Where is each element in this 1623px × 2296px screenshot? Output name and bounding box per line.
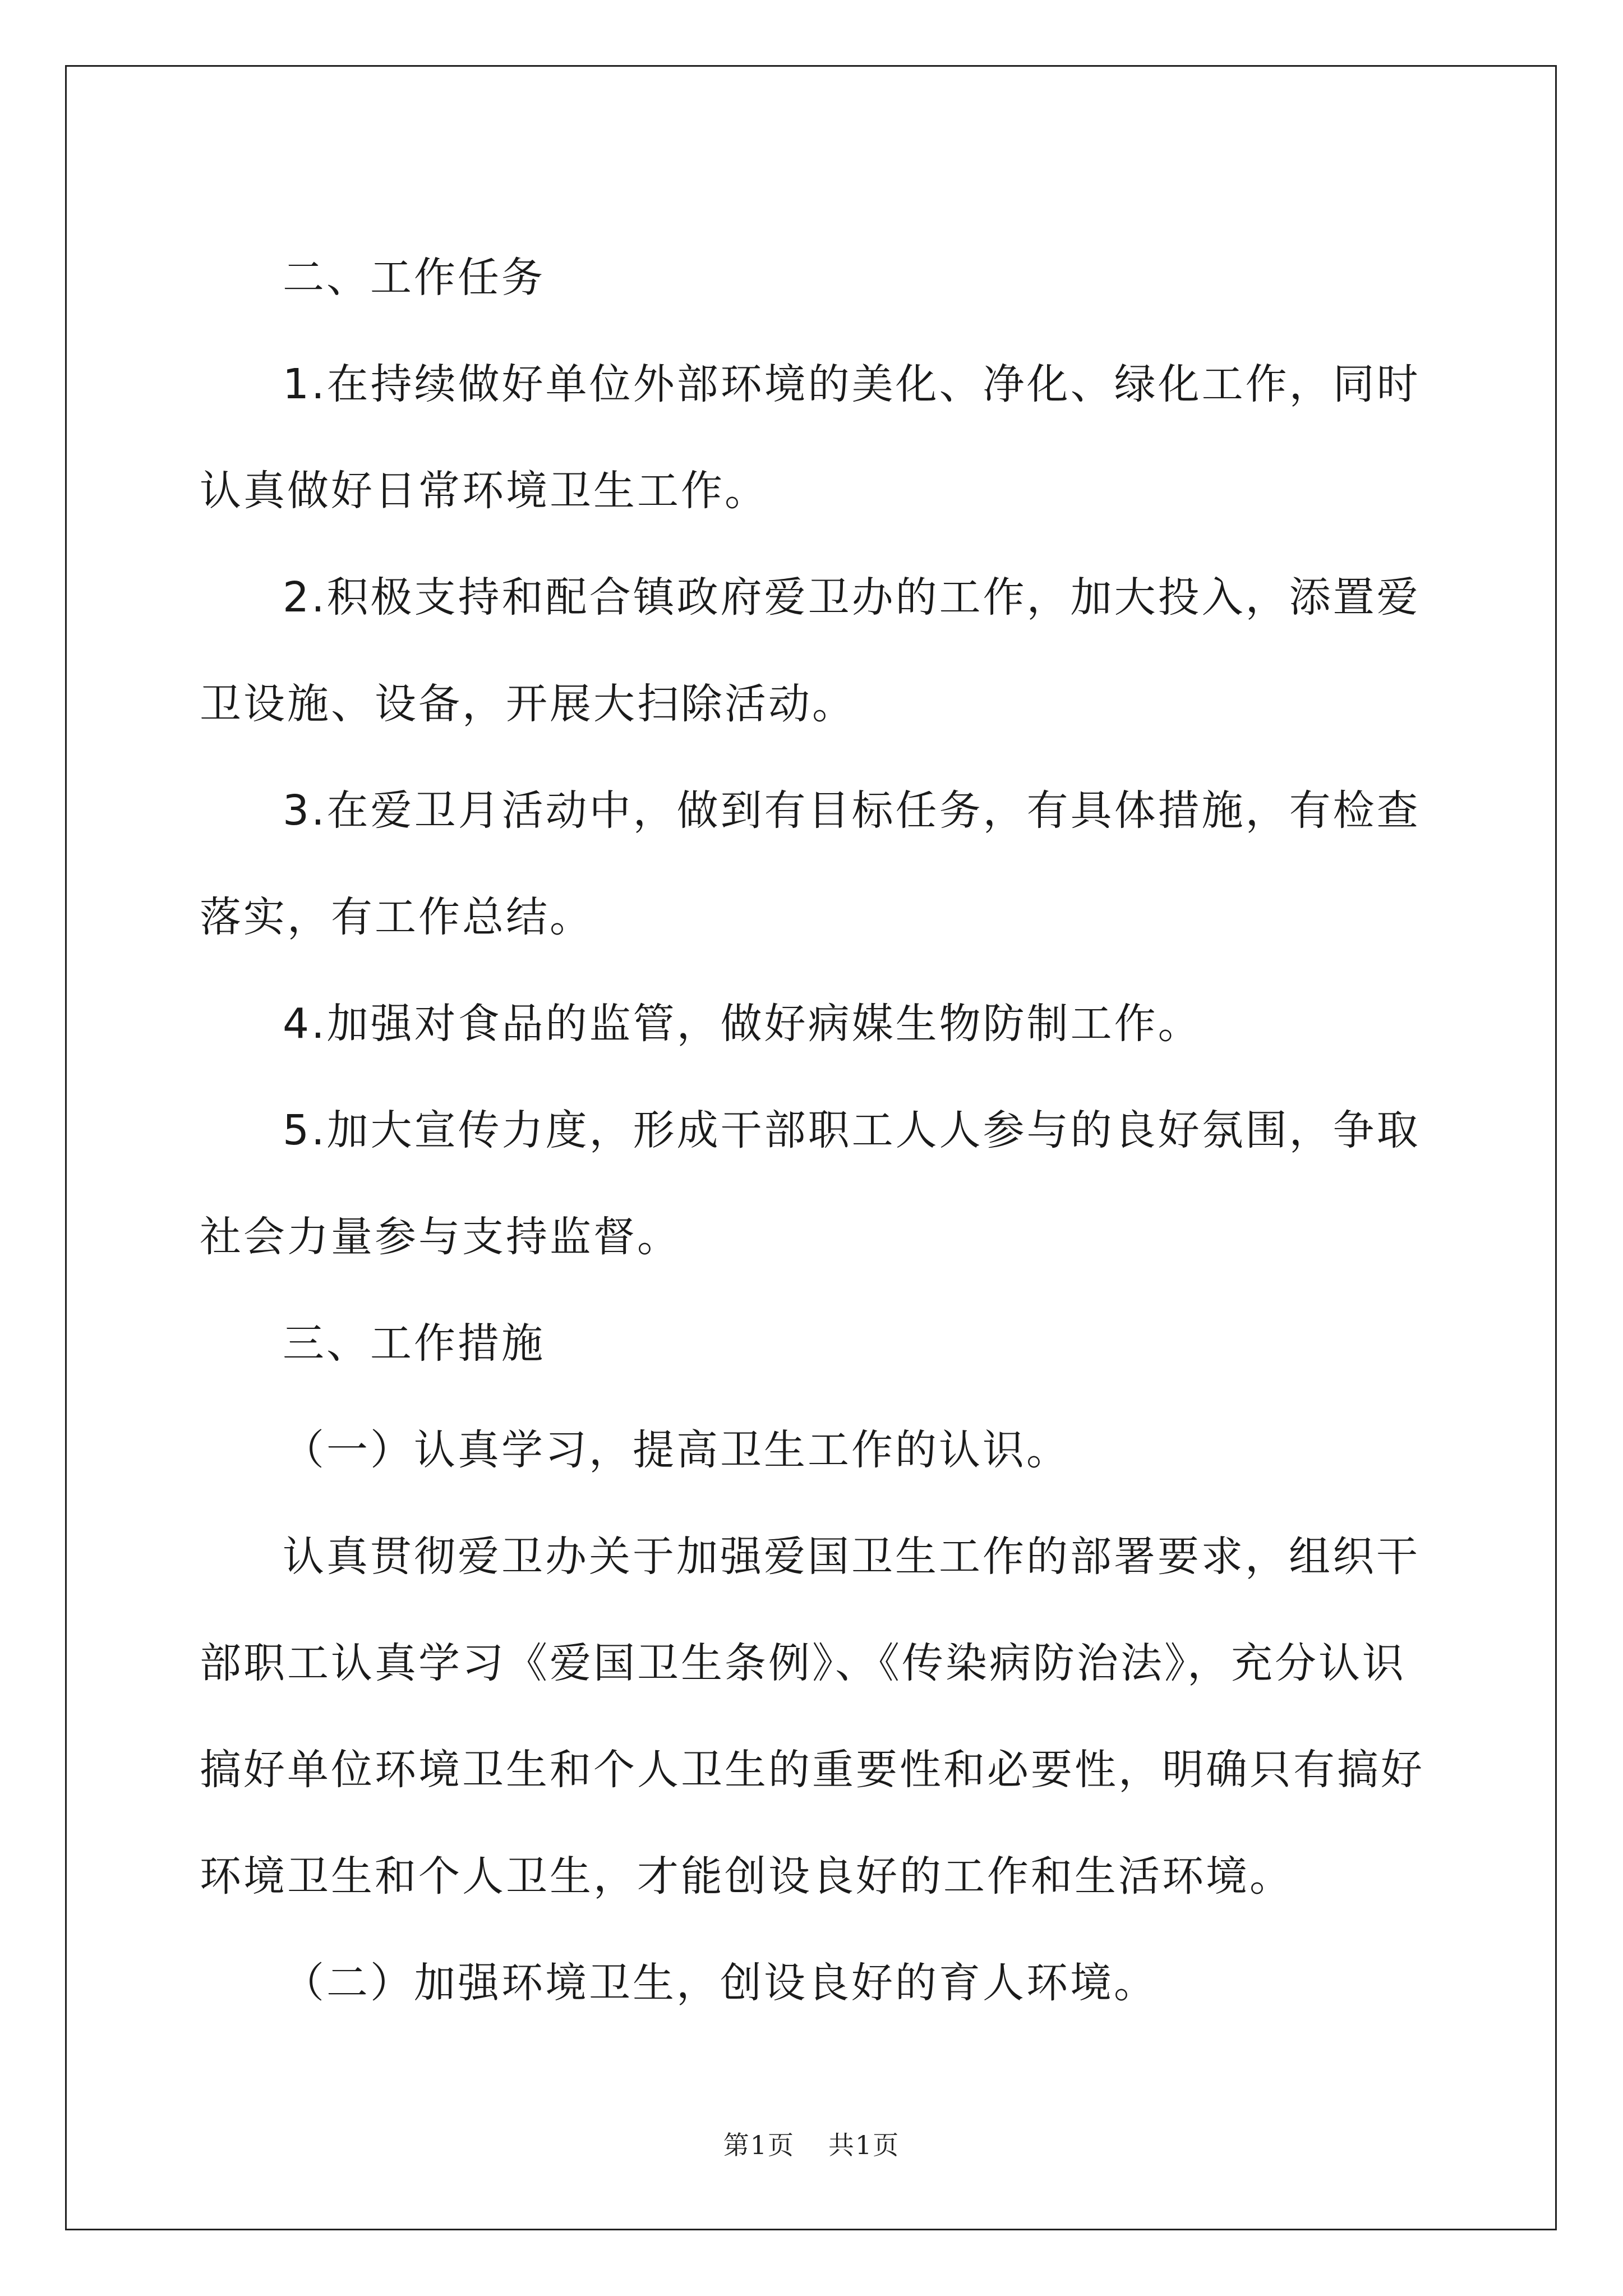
task-item-3: 3.在爱卫月活动中，做到有目标任务，有具体措施，有检查落实，有工作总结。	[200, 786, 1421, 941]
task-item-4: 4.加强对食品的监管，做好病媒生物防制工作。	[283, 1000, 1202, 1048]
task-item-1: 1.在持续做好单位外部环境的美化、净化、绿化工作，同时认真做好日常环境卫生工作。	[200, 360, 1421, 515]
page-number: 第1页	[723, 2130, 795, 2160]
task-item-2: 2.积极支持和配合镇政府爱卫办的工作，加大投入，添置爱卫设施、设备，开展大扫除活动。	[200, 573, 1421, 728]
section-heading-tasks: 二、工作任务	[283, 254, 545, 302]
document-body	[200, 224, 1433, 2036]
task-item-5: 5.加大宣传力度，形成干部职工人人参与的良好氛围，争取社会力量参与支持监督。	[200, 1106, 1421, 1261]
measure-paragraph-1: 认真贯彻爱卫办关于加强爱国卫生工作的部署要求，组织干部职工认真学习《爱国卫生条例》、《传染病防治法》，充分认识搞好单位环境卫生和个人卫生的重要性和必要性，明确只有搞好环境卫生和个人卫生，才能创设良好的工作和生活环境。	[200, 1533, 1424, 1901]
page-footer	[0, 2125, 1623, 2162]
subsection-heading-2: （二）加强环境卫生，创设良好的育人环境。	[283, 1959, 1158, 2007]
page-total: 共1页	[828, 2130, 900, 2160]
section-heading-measures: 三、工作措施	[283, 1319, 545, 1368]
subsection-heading-1: （一）认真学习，提高卫生工作的认识。	[283, 1426, 1070, 1474]
